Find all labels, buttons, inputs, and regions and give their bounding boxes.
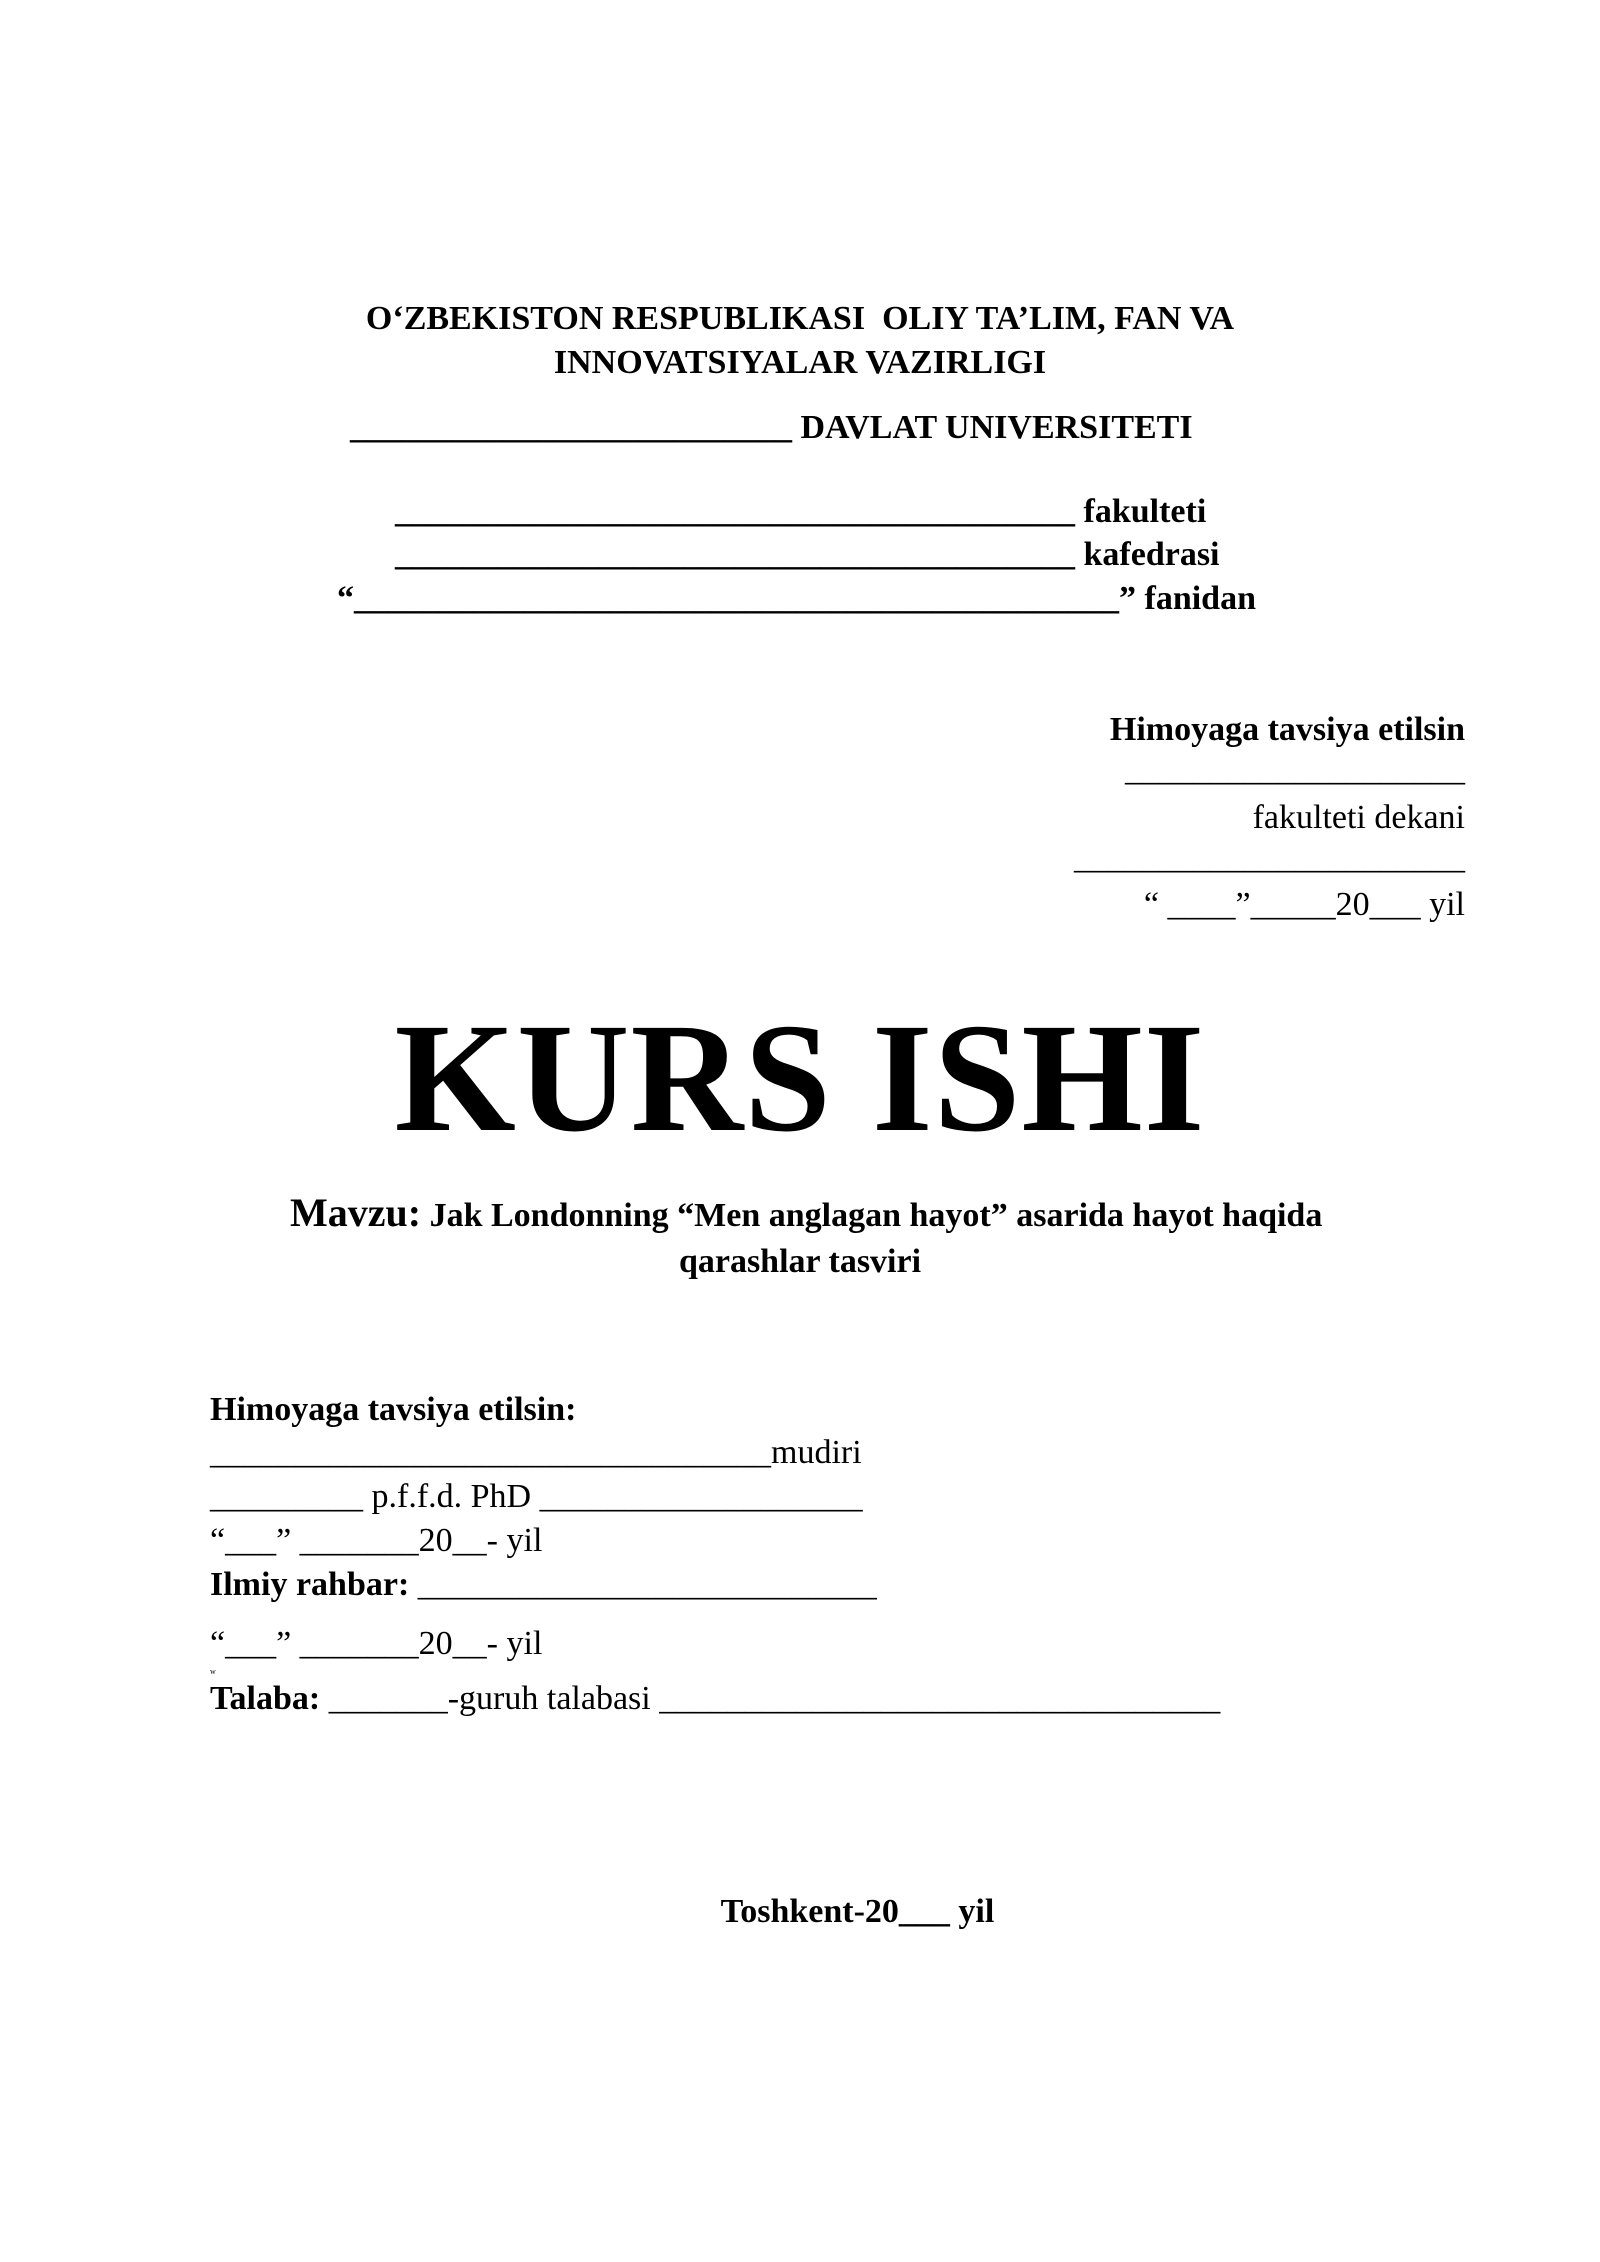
degree-line <box>210 1480 863 1514</box>
subject-blank: _____________________________________________ <box>354 580 1119 617</box>
department-head-line <box>210 1436 862 1470</box>
topic-label: Mavzu: <box>290 1190 422 1235</box>
committee-heading: Himoyaga tavsiya etilsin: <box>210 1391 577 1428</box>
degree-blank-right: ___________________ <box>539 1478 863 1515</box>
department-label: kafedrasi <box>1075 536 1220 573</box>
dean-name-blank: ____________________ <box>1125 751 1465 788</box>
dean-approval-date: “ ____”_____20___ yil <box>1143 886 1465 923</box>
subject-open-quote: “ <box>337 580 354 617</box>
degree-label: p.f.f.d. PhD <box>363 1478 540 1515</box>
tick-mark: w <box>210 1667 216 1676</box>
faculty-blank: ________________________________________ <box>395 493 1075 530</box>
footer-city-year: Toshkent-20___ yil <box>720 1893 995 1930</box>
student-line <box>210 1682 1220 1716</box>
dean-signature-blank: _______________________ <box>1074 839 1465 876</box>
student-text: _______-guruh talabasi _________________________________ <box>320 1680 1221 1717</box>
subject-label: ” fanidan <box>1119 580 1256 617</box>
supervisor-blank: ___________________________ <box>409 1566 877 1603</box>
department-head-blank: _________________________________ <box>210 1434 771 1471</box>
student-label: Talaba: <box>210 1680 321 1717</box>
dean-role: fakulteti dekani <box>1252 799 1465 836</box>
dean-approval-heading: Himoyaga tavsiya etilsin <box>1109 711 1465 748</box>
committee-date-1: “___” _______20__- yil <box>210 1522 543 1559</box>
department-head-role: mudiri <box>771 1434 862 1471</box>
ministry-line-2: INNOVATSIYALAR VAZIRLIGI <box>553 344 1047 381</box>
supervisor-line <box>210 1568 877 1602</box>
department-line <box>395 538 1220 572</box>
degree-blank-left: _________ <box>210 1478 363 1515</box>
ministry-line-1: O‘ZBEKISTON RESPUBLIKASI OLIY TA’LIM, FAN VA <box>365 300 1235 337</box>
topic-line-1 <box>290 1190 1323 1235</box>
faculty-line <box>395 495 1206 529</box>
supervisor-label: Ilmiy rahbar: <box>210 1566 410 1603</box>
topic-text-1: Jak Londonning “Men anglagan hayot” asarida hayot haqida <box>421 1197 1323 1234</box>
topic-line-2: qarashlar tasviri <box>678 1243 922 1280</box>
document-title: KURS ISHI <box>394 991 1206 1164</box>
faculty-label: fakulteti <box>1075 493 1207 530</box>
university-label: DAVLAT UNIVERSITETI <box>792 409 1193 446</box>
subject-line <box>337 582 1256 616</box>
university-line <box>350 411 1193 445</box>
department-blank: ________________________________________ <box>395 536 1075 573</box>
committee-date-2: “___” _______20__- yil <box>210 1625 543 1662</box>
university-blank: __________________________ <box>350 409 792 446</box>
